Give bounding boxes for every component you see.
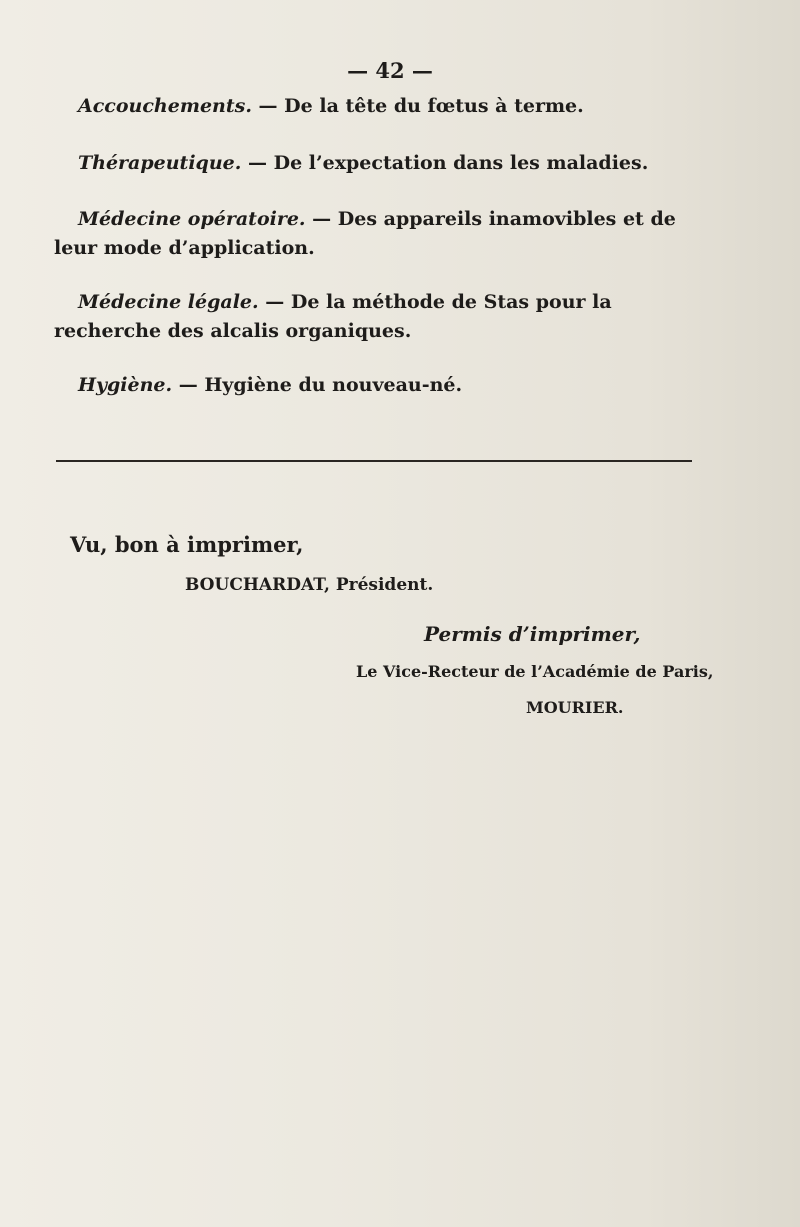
entry-subject: Médecine opératoire. <box>78 208 306 230</box>
entry-subject: Médecine légale. <box>78 291 259 313</box>
entry-therapeutique <box>54 149 694 178</box>
entry-accouchements <box>54 92 694 121</box>
entry-medecine-operatoire <box>54 205 694 263</box>
approval-line: Vu, bon à imprimer, <box>70 532 304 557</box>
entry-text: — De l’expectation dans les maladies. <box>241 152 649 174</box>
entry-subject: Thérapeutique. <box>78 152 242 174</box>
page-number: — 42 — <box>347 58 433 83</box>
entry-text: — De la tête du fœtus à terme. <box>251 95 584 117</box>
entry-subject: Accouchements. <box>78 95 252 117</box>
entry-subject: Hygiène. <box>78 374 173 396</box>
entry-text: — Hygiène du nouveau-né. <box>172 374 463 396</box>
entry-medecine-legale <box>54 288 694 346</box>
president-signature: BOUCHARDAT, Président. <box>185 575 434 595</box>
permission-authority: Le Vice-Recteur de l’Académie de Paris, <box>356 662 714 681</box>
entry-text: — Des appareils inamovibles et de leur mode d’application. <box>54 208 676 259</box>
permission-signatory: MOURIER. <box>526 698 624 717</box>
entry-hygiene <box>54 371 694 400</box>
entry-text: — De la méthode de Stas pour la recherche des alcalis organiques. <box>54 291 612 342</box>
section-divider <box>56 460 692 462</box>
permission-title: Permis d’imprimer, <box>424 622 641 646</box>
